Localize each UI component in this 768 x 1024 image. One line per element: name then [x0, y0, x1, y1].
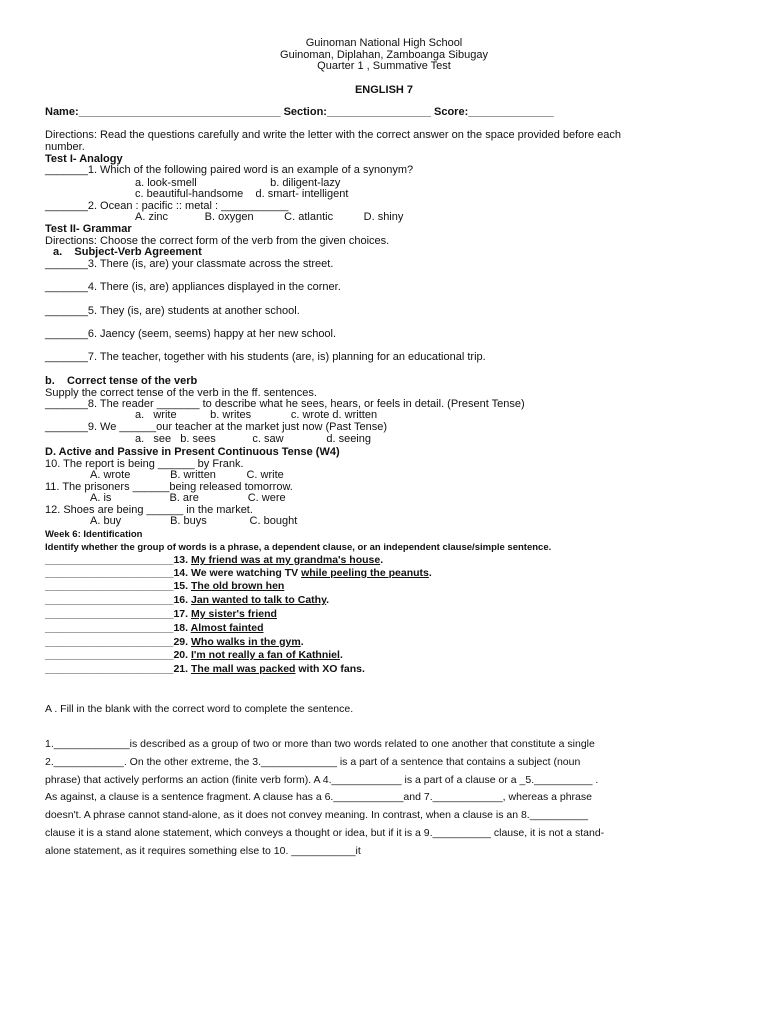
week6-heading: Week 6: Identification: [45, 529, 143, 540]
identification-item-14: ______________________14. We were watching TV while peeling the peanuts.: [45, 567, 432, 579]
question-6: _______6. Jaency (seem, seems) happy at her new school.: [45, 328, 337, 340]
fill-blank-line: doesn't. A phrase cannot stand-alone, as it does not convey meaning. In contrast, when a clause is an 8.__________: [45, 809, 589, 821]
fill-blank-line: 2.____________. On the other extreme, the 3._____________ is a part of a sentence that contains a subject (noun: [45, 756, 581, 768]
question-11: 11. The prisoners ______being released tomorrow.: [45, 481, 293, 493]
fill-blank-line: 1._____________is described as a group of two or more than two words related to one another that constitute a single: [45, 738, 595, 750]
school-address: Guinoman, Diplahan, Zamboanga Sibugay: [280, 49, 488, 61]
question-9: _______9. We ______our teacher at the market just now (Past Tense): [45, 421, 388, 433]
test2-title: Test II- Grammar: [45, 223, 132, 235]
identification-instruction: Identify whether the group of words is a phrase, a dependent clause, or an independent clause/simple sentence.: [45, 542, 552, 553]
question-8-options: a. write b. writes c. wrote d. written: [135, 409, 378, 421]
question-8: _______8. The reader _______ to describe what he sees, hears, or feels in detail. (Present Tense): [45, 398, 525, 410]
fill-blank-line: phrase) that actively performs an action (finite verb form). A 4.____________ is a part of a clause or a _5.__________ .: [45, 774, 599, 786]
identification-item-18: ______________________18. Almost fainted: [45, 622, 264, 634]
directions-line-1: Directions: Read the questions carefully and write the letter with the correct answer on the space provided before each: [45, 129, 621, 141]
question-1: _______1. Which of the following paired word is an example of a synonym?: [45, 164, 414, 176]
question-4: _______4. There (is, are) appliances displayed in the corner.: [45, 281, 341, 293]
active-passive-heading: D. Active and Passive in Present Continuous Tense (W4): [45, 446, 340, 458]
question-2-options: A. zinc B. oxygen C. atlantic D. shiny: [135, 211, 404, 223]
school-name: Guinoman National High School: [305, 37, 463, 49]
question-12: 12. Shoes are being ______ in the market.: [45, 504, 253, 516]
test2-directions: Directions: Choose the correct form of the verb from the given choices.: [45, 235, 390, 247]
identification-item-20: ______________________20. I'm not really a fan of Kathniel.: [45, 649, 343, 661]
identification-item-15: ______________________15. The old brown hen: [45, 580, 285, 592]
test1-title: Test I- Analogy: [45, 153, 123, 165]
subject-verb-agreement-heading: a. Subject-Verb Agreement: [53, 246, 202, 258]
tense-heading: b. Correct tense of the verb: [45, 375, 198, 387]
identification-item-29: ______________________29. Who walks in the gym.: [45, 636, 304, 648]
fill-blank-title: A . Fill in the blank with the correct word to complete the sentence.: [45, 703, 354, 715]
question-1-options-a: a. look-smell b. diligent-lazy: [135, 177, 341, 189]
question-10-options: A. wrote B. written C. write: [90, 469, 284, 481]
directions-line-2: number.: [45, 141, 85, 153]
fill-blank-line: clause it is a stand alone statement, which conveys a thought or idea, but if it is a 9.__________ clause, it is not a stand-: [45, 827, 605, 839]
question-11-options: A. is B. are C. were: [90, 492, 286, 504]
question-10: 10. The report is being ______ by Frank.: [45, 458, 244, 470]
question-1-options-b: c. beautiful-handsome d. smart- intelligent: [135, 188, 349, 200]
name-section-score-line: Name:_________________________________ Section:_________________ Score:______________: [45, 106, 554, 118]
identification-item-16: ______________________16. Jan wanted to talk to Cathy.: [45, 594, 330, 606]
identification-item-13: ______________________13. My friend was at my grandma's house.: [45, 554, 384, 566]
fill-blank-line: alone statement, as it requires something else to 10. ___________it: [45, 845, 361, 857]
identification-item-21: ______________________21. The mall was packed with XO fans.: [45, 663, 365, 675]
question-9-options: a. see b. sees c. saw d. seeing: [135, 433, 371, 445]
question-5: _______5. They (is, are) students at another school.: [45, 305, 300, 317]
quarter-label: Quarter 1 , Summative Test: [317, 60, 451, 72]
tense-intro: Supply the correct tense of the verb in the ff. sentences.: [45, 387, 317, 399]
fill-blank-line: As against, a clause is a sentence fragment. A clause has a 6.____________and 7.____________, whereas a phrase: [45, 791, 592, 803]
subject-title: ENGLISH 7: [354, 84, 414, 96]
question-3: _______3. There (is, are) your classmate across the street.: [45, 258, 334, 270]
question-12-options: A. buy B. buys C. bought: [90, 515, 298, 527]
question-7: _______7. The teacher, together with his students (are, is) planning for an educational trip.: [45, 351, 486, 363]
question-2: _______2. Ocean : pacific :: metal : ___________: [45, 200, 289, 212]
identification-item-17: ______________________17. My sister's friend: [45, 608, 277, 620]
